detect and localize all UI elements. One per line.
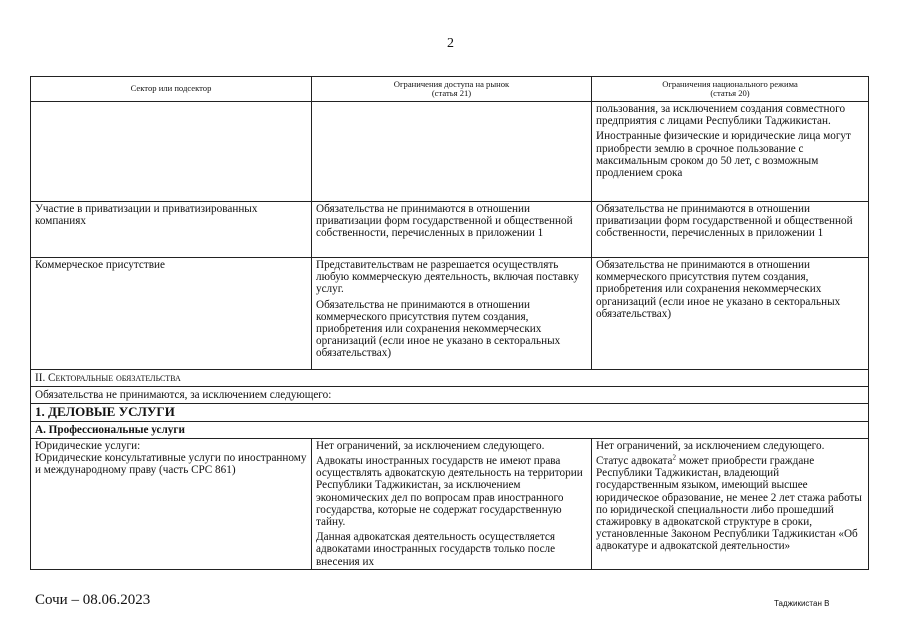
cell-sector <box>31 102 312 202</box>
footer-country: Таджикистан В <box>774 599 830 608</box>
category-row <box>31 404 869 421</box>
table-row <box>31 438 869 569</box>
footer-date: Сочи – 08.06.2023 <box>35 592 151 608</box>
cell-sector: Участие в приватизации и приватизированных компаниях <box>31 202 312 258</box>
cell-national-treatment: Нет ограничений, за исключением следующего. Статус адвоката$^2$ может приобрести граждане Республики Таджикистан, владеющий государственным языком, имеющий высшее юридическое образование, не менее 2 лет стажа работы по юридической специальности либо прошедший стажировку в адвокатской структуре в сроки, установленные Законом Республики Таджикистан «Об адвокатуре и адвокатской деятельности» <box>592 438 869 569</box>
subcategory-heading: А. Профессиональные услуги <box>31 421 869 438</box>
header-market-access: Ограничения доступа на рынок (статья 21) <box>312 77 592 102</box>
table-row <box>31 102 869 202</box>
page-number: 2 <box>447 36 454 51</box>
section-heading: II. Секторальные обязательства <box>31 370 869 387</box>
table-row <box>31 202 869 258</box>
cell-market-access: Представительствам не разрешается осуществлять любую коммерческую деятельность, включая поставку услуг. Обязательства не принимаются в отношении коммерческого присутствия путем создания, приобретения или сохранения некоммерческих организаций (если иное не указано в секторальных обязательствах) <box>312 258 592 370</box>
cell-market-access: Нет ограничений, за исключением следующего. Адвокаты иностранных государств не имеют права осуществлять адвокатскую деятельность на территории Республики Таджикистан, за исключением экономических дел по вопросам прав иностранного государства, которые не содержат государственную тайну. Данная адвокатская деятельность осуществляется адвокатами иностранных государств только после внесения их <box>312 438 592 569</box>
header-sector: Сектор или подсектор <box>31 77 312 102</box>
subcategory-row <box>31 421 869 438</box>
cell-sector: Юридические услуги: Юридические консультативные услуги по иностранному и международному праву (часть CPC 861) <box>31 438 312 569</box>
table-row <box>31 258 869 370</box>
cell-market-access: Обязательства не принимаются в отношении приватизации форм государственной и общественной собственности, перечисленных в приложении 1 <box>312 202 592 258</box>
note-row <box>31 387 869 404</box>
cell-sector: Коммерческое присутствие <box>31 258 312 370</box>
section-heading-row <box>31 370 869 387</box>
header-national-treatment: Ограничения национального режима (статья 20) <box>592 77 869 102</box>
no-commitments-note: Обязательства не принимаются, за исключением следующего: <box>31 387 869 404</box>
commitments-table <box>30 76 869 570</box>
cell-national-treatment: пользования, за исключением создания совместного предприятия с лицами Республики Таджикистан. Иностранные физические и юридические лица могут приобрести землю в срочное пользование с максимальным сроком до 50 лет, с возможным продлением срока <box>592 102 869 202</box>
cell-national-treatment: Обязательства не принимаются в отношении коммерческого присутствия путем создания, приобретения или сохранения некоммерческих организаций (если иное не указано в секторальных обязательствах) <box>592 258 869 370</box>
cell-market-access <box>312 102 592 202</box>
category-heading: 1. ДЕЛОВЫЕ УСЛУГИ <box>31 404 869 421</box>
footnote-marker: 2 <box>672 453 677 462</box>
table-header-row <box>31 77 869 102</box>
cell-national-treatment: Обязательства не принимаются в отношении приватизации форм государственной и общественной собственности, перечисленных в приложении 1 <box>592 202 869 258</box>
